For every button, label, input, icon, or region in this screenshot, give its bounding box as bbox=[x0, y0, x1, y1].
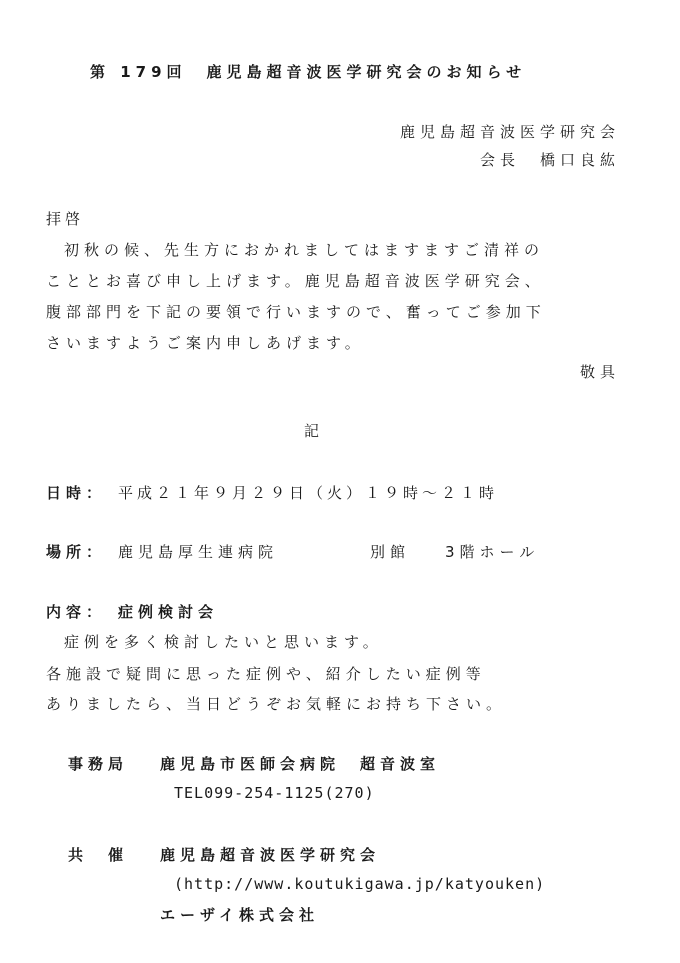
greeting-line-1: 初秋の候、先生方におかれましてはますますご清祥の bbox=[64, 241, 545, 259]
place-label: 場所： bbox=[46, 543, 107, 561]
cohost-label: 共 催 bbox=[68, 846, 129, 864]
cohost-company: エーザイ株式会社 bbox=[160, 906, 319, 924]
content-label: 内容： bbox=[46, 603, 107, 621]
place-value: 鹿児島厚生連病院 bbox=[118, 543, 279, 561]
organizer-president: 会長 橋口良紘 bbox=[479, 151, 620, 169]
datetime-value: 平成２１年９月２９日（火）１９時～２１時 bbox=[118, 484, 499, 502]
greeting-line-3: 腹部部門を下記の要領で行いますので、奮ってご参加下 bbox=[46, 303, 546, 321]
greeting-closing: 敬具 bbox=[579, 363, 620, 381]
greeting-line-4: さいますようご案内申しあげます。 bbox=[46, 334, 365, 352]
office-tel: TEL099-254-1125(270) bbox=[174, 784, 375, 802]
greeting-opening: 拝啓 bbox=[46, 210, 85, 228]
content-line-3: ありましたら、当日どうぞお気軽にお持ち下さい。 bbox=[46, 695, 507, 713]
organizer-name: 鹿児島超音波医学研究会 bbox=[399, 123, 620, 141]
document-title: 第 179回 鹿児島超音波医学研究会のお知らせ bbox=[90, 63, 527, 81]
cohost-org: 鹿児島超音波医学研究会 bbox=[160, 846, 381, 864]
ki-heading: 記 bbox=[304, 422, 320, 440]
greeting-line-2: こととお喜び申し上げます。鹿児島超音波医学研究会、 bbox=[46, 272, 545, 290]
place-annex: 別館 bbox=[370, 543, 411, 561]
datetime-label: 日時： bbox=[46, 484, 107, 502]
content-line-1: 症例を多く検討したいと思います。 bbox=[64, 633, 383, 651]
cohost-url: (http://www.koutukigawa.jp/katyouken) bbox=[174, 875, 546, 893]
office-label: 事務局 bbox=[68, 755, 129, 773]
content-value: 症例検討会 bbox=[118, 603, 219, 621]
content-line-2: 各施設で疑問に思った症例や、紹介したい症例等 bbox=[46, 665, 486, 683]
office-value: 鹿児島市医師会病院 超音波室 bbox=[160, 755, 441, 773]
place-hall: 3階ホール bbox=[445, 543, 540, 561]
